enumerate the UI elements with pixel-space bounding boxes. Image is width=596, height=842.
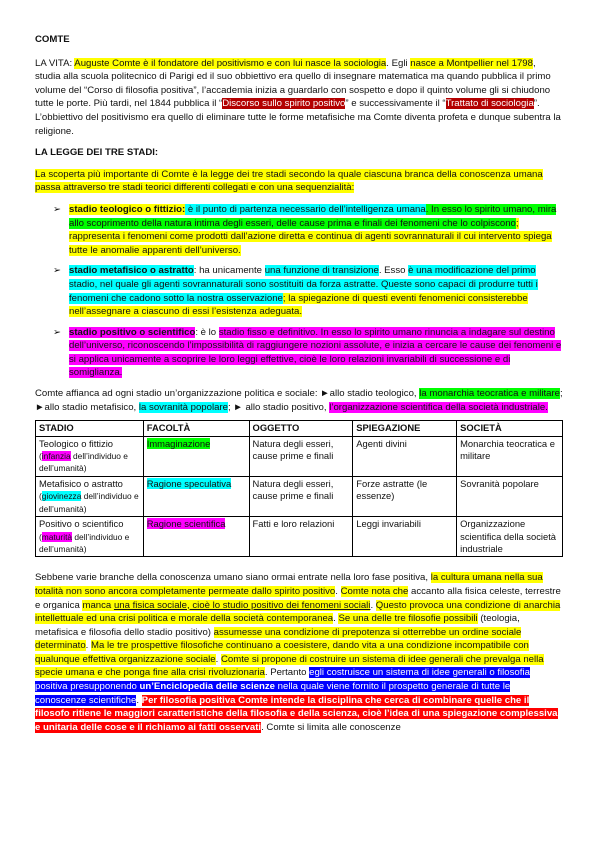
arrow-bullet-icon: ➢ bbox=[53, 265, 62, 277]
text: . bbox=[370, 599, 376, 611]
text: . bbox=[215, 653, 221, 665]
highlight-text: Per filosofia positiva Comte intende la disciplina che cerca di combinare quelle che il filosofo ritiene le maggiori caratteristiche della filosofia e della scienza, cioè l’idea di una spiegazione complessiva e unitaria delle cose e il richiamo ai fatti osservati bbox=[35, 694, 558, 733]
highlight-text: la cultura umana nella sua totalità non sono ancora completamente permeate dallo spirito positivo bbox=[35, 572, 543, 597]
text: dell’individuo e dell’umanità) bbox=[39, 491, 139, 514]
stage-name: stadio positivo o scientifico bbox=[69, 326, 196, 338]
highlight-text: maturità bbox=[41, 531, 73, 542]
text: ” e successivamente il “ bbox=[345, 98, 446, 110]
highlight-text: , riconoscendo l’impossibilità di raggiungere nozioni assolute, e inizia a cercare le cause dei fenomeni e si applica unicamente a scoprire le loro leggi effettive, cioè le loro relazioni invariabili di successione e di somiglianza. bbox=[69, 340, 562, 379]
text: ( bbox=[39, 491, 42, 502]
document-page bbox=[35, 33, 563, 734]
text: . bbox=[136, 694, 142, 706]
highlight-text: un’Enciclopedia delle scienze bbox=[139, 681, 275, 693]
highlight-text: Auguste Comte è il fondatore del positivismo e con lui nasce la sociologia bbox=[74, 57, 387, 69]
table-cell-oggetto: Natura degli esseri, cause prime e finali bbox=[249, 436, 353, 476]
highlight-text: Comte nota che bbox=[340, 585, 409, 597]
column-header: SPIEGAZIONE bbox=[353, 421, 457, 436]
stage-label: Positivo o scientifico bbox=[39, 518, 124, 530]
highlight-text: nasce a Montpellier nel 1798 bbox=[410, 57, 533, 69]
text: ( bbox=[39, 451, 42, 462]
highlight-text: Ma le tre prospettive filosofiche continuano a coesistere, dando vita a una condizione incompatibile con qualunque effettiva organizzazione sociale bbox=[35, 640, 529, 665]
table-cell-spiegazione: Forze astratte (le essenze) bbox=[353, 476, 457, 516]
affianca-paragraph bbox=[35, 387, 563, 414]
list-item-positivo bbox=[53, 326, 563, 380]
text: (teologia, metafisica e filosofia dello stadio positivo) bbox=[35, 613, 520, 638]
table-cell-spiegazione: Agenti divini bbox=[353, 436, 457, 476]
stage-name: stadio metafisico o astratto bbox=[69, 265, 194, 277]
text: . Pertanto bbox=[264, 667, 310, 679]
highlight-text: Comte si propone di costruire un sistema di idee generali che prevalga nella specie umana e che ponga fine alla crisi rivoluzionaria bbox=[35, 653, 544, 679]
text: . bbox=[333, 613, 339, 625]
text: . Comte si limita alle conoscenze bbox=[261, 721, 401, 733]
table-cell-societa: Organizzazione scientifica della società industriale bbox=[457, 517, 563, 557]
highlight-text: assumesse una condizione di prepotenza si otterrebbe un ordine sociale determinato bbox=[35, 626, 522, 652]
highlight-text: Trattato di sociologia bbox=[445, 98, 534, 110]
text: Comte affianca ad ogni stadio un’organizzazione politica e sociale: ►allo stadio teologico, bbox=[35, 388, 420, 400]
stage-label: Metafisico o astratto bbox=[39, 477, 123, 489]
table-row bbox=[36, 476, 563, 516]
text: . Egli bbox=[386, 57, 411, 69]
highlight-text: Discorso sullo spirito positivo bbox=[222, 98, 346, 110]
highlight-text: Ragione scientifica bbox=[146, 518, 226, 530]
highlight-text: è una modificazione del primo stadio, nel quale gli agenti sovrannaturali sono sostituiti da forza astratte. Queste sono capaci di produrre tutti i fenomeni che cadono sotto la nostra osservazione bbox=[69, 265, 538, 304]
text: . bbox=[85, 640, 92, 652]
highlight-text: la monarchia teocratica e militare bbox=[419, 388, 561, 400]
vita-label: LA VITA: bbox=[35, 57, 75, 69]
table-cell-facolta bbox=[143, 436, 249, 476]
column-header: OGGETTO bbox=[249, 421, 353, 436]
highlight-text: La scoperta più importante di Comte è la legge dei tre stadi secondo la quale ciascuna branca della conoscenza umana passa attraverso tre stadi teorici differenti collegati e con una sequenzialità: bbox=[35, 168, 543, 194]
column-header: FACOLTÀ bbox=[143, 421, 249, 436]
text: ”. L’obbiettivo del positivismo era quello di eliminare tutte le forme metafisiche ma Comte diventa profeta e dunque subentra la religione. bbox=[35, 98, 561, 137]
text: . Esso bbox=[378, 265, 409, 277]
highlight-text: . In esso lo spirito umano rinuncia a indagare sul destino dell’universo bbox=[69, 326, 555, 352]
table-cell-oggetto: Natura degli esseri, cause prime e finali bbox=[249, 476, 353, 516]
table-cell-stadio bbox=[36, 476, 144, 516]
highlight-text: stadio fisso e definitivo bbox=[218, 326, 316, 338]
highlight-text: Ragione speculativa bbox=[146, 477, 232, 489]
table-cell-oggetto: Fatti e loro relazioni bbox=[249, 517, 353, 557]
list-item-metafisico bbox=[53, 264, 563, 318]
highlight-text: una funzione di transizione bbox=[264, 265, 379, 277]
list-item-teologico bbox=[53, 203, 563, 257]
column-header: SOCIETÀ bbox=[457, 421, 563, 436]
age-note bbox=[39, 491, 139, 513]
text: dell’individuo e dell’umanità) bbox=[39, 531, 130, 554]
table-cell-facolta bbox=[143, 476, 249, 516]
highlight-text: Questo provoca una condizione di anarchia intellettuale ed una crisi politica e morale della società contemporanea bbox=[35, 599, 561, 625]
text: Sebbene varie branche della conoscenza umano siano ormai entrate nella loro fase positiva, bbox=[35, 572, 431, 584]
highlight-text: Immaginazione bbox=[146, 437, 211, 449]
table-cell-societa: Monarchia teocratica e militare bbox=[457, 436, 563, 476]
highlight-text: giovinezza bbox=[41, 491, 82, 502]
text: : ha unicamente bbox=[193, 265, 265, 277]
table-cell-spiegazione: Leggi invariabili bbox=[353, 517, 457, 557]
highlight-text: l’organizzazione scientifica della società industriale. bbox=[329, 401, 548, 413]
table-row bbox=[36, 436, 563, 476]
text: ; ► allo stadio positivo, bbox=[227, 401, 330, 413]
highlight-text: ; rappresenta i fenomeni come prodotti dall’azione diretta e continua di agenti sovrannaturali il cui intervento spiega tutte le anomalie apparenti dell’universo. bbox=[69, 217, 552, 256]
table-cell-stadio bbox=[36, 436, 144, 476]
highlight-text: manca bbox=[82, 599, 114, 611]
stage-name: stadio teologico o fittizio: bbox=[69, 203, 186, 215]
arrow-bullet-icon: ➢ bbox=[53, 326, 62, 338]
highlight-text: egli costruisce un sistema di idee generali o filosofia positiva presupponendo bbox=[35, 667, 530, 693]
age-note bbox=[39, 532, 129, 554]
highlight-text: ; la spiegazione di questi eventi fenomenici consisterebbe nell’assegnare a ciascuno di essi l’esistenza adeguata. bbox=[69, 292, 528, 318]
highlight-text: nella quale viene fornito il prospetto generale di tutte le conoscenze scientifiche bbox=[35, 681, 511, 706]
text: ( bbox=[39, 531, 42, 542]
text: , studia alla scuola politecnico di Parigi ed il suo obbiettivo era quello di insegnare matematica ma quando pubblica il primo volume del “Corso di filosofia positiva”, l’accademia inizia a guardarlo con sospetto e dopo il quinto volume gli si chiudono tutte le porte. Più tardi, nel 1844 pubblica il “ bbox=[35, 57, 551, 110]
table-header-row bbox=[36, 421, 563, 436]
legge-intro bbox=[35, 168, 563, 195]
document-title: COMTE bbox=[35, 34, 70, 45]
stage-label: Teologico o fittizio bbox=[39, 437, 113, 449]
section-heading: LA LEGGE DEI TRE STADI: bbox=[35, 147, 159, 159]
table-cell-societa: Sovranità popolare bbox=[457, 476, 563, 516]
highlight-text: la sovranità popolare bbox=[138, 401, 228, 413]
highlight-text: è il punto di partenza necessario dell’intelligenza umana bbox=[185, 203, 426, 215]
highlight-text: infanzia bbox=[41, 451, 71, 462]
text: : è lo bbox=[195, 326, 219, 338]
highlight-text: Se una delle tre filosofie possibili bbox=[338, 613, 478, 625]
text: dell’individuo e dell’umanità) bbox=[39, 451, 128, 474]
column-header: STADIO bbox=[36, 421, 144, 436]
table-cell-stadio bbox=[36, 517, 144, 557]
highlight-text: una fisica sociale, cioè lo studio positivo dei fenomeni sociali bbox=[113, 599, 371, 611]
table-cell-facolta bbox=[143, 517, 249, 557]
highlight-text: . In esso lo spirito umano, mira allo scoprimento della natura intima degli esseri, delle cause prima e finali dei fenomeni che lo colpiscono bbox=[69, 203, 557, 229]
arrow-bullet-icon: ➢ bbox=[53, 203, 62, 215]
text: . bbox=[335, 585, 341, 597]
text: accanto alla fisica celeste, terrestre e organica bbox=[35, 585, 561, 611]
age-note bbox=[39, 451, 128, 473]
final-paragraph bbox=[35, 571, 563, 734]
vita-paragraph bbox=[35, 57, 563, 139]
table-row bbox=[36, 517, 563, 557]
text: ; ►allo stadio metafisico, bbox=[35, 388, 563, 413]
stadi-table bbox=[35, 420, 563, 557]
stadi-list bbox=[35, 203, 563, 380]
